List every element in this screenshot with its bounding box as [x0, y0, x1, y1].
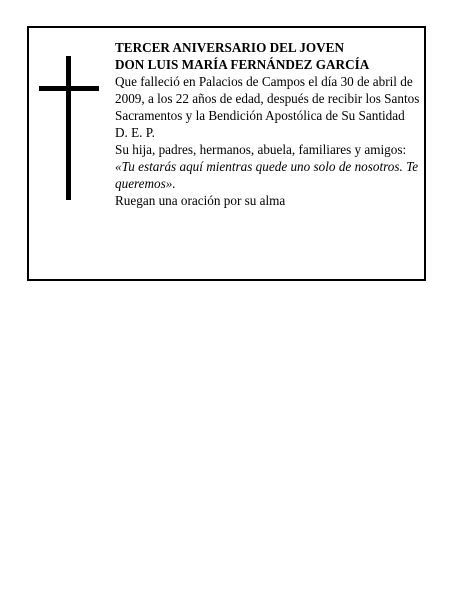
notice-text [115, 39, 427, 209]
notice-body: Que falleció en Palacios de Campos el día 30 de abril de 2009, a los 22 años de edad, después de recibir los Santos Sacramentos y la Bendición Apostólica de Su Santidad [115, 74, 420, 123]
quote-line: «Tu estarás aquí mientras quede uno solo de nosotros. Te queremos». [115, 159, 419, 191]
obituary-notice [27, 26, 426, 281]
heading-line-2: DON LUIS MARÍA FERNÁNDEZ GARCÍA [115, 57, 370, 72]
family-line: Su hija, padres, hermanos, abuela, familiares y amigos: [115, 142, 407, 157]
cross-icon [39, 56, 99, 200]
cross-vertical-bar [66, 56, 71, 200]
cross-horizontal-bar [39, 86, 99, 91]
closing-line: Ruegan una oración por su alma [115, 193, 286, 208]
dep-line: D. E. P. [115, 125, 155, 140]
heading-line-1: TERCER ANIVERSARIO DEL JOVEN [115, 40, 344, 55]
